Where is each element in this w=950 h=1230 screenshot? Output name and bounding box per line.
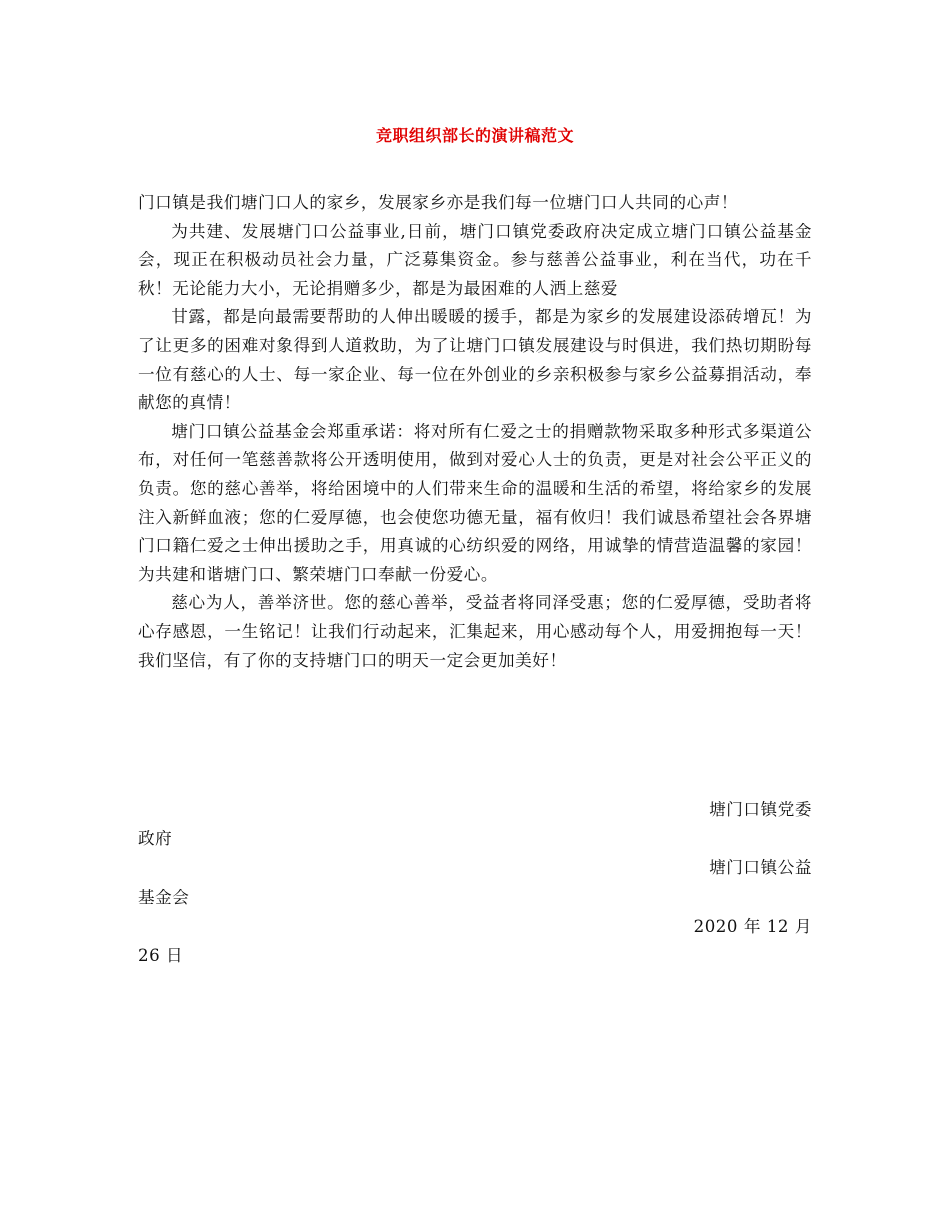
- signature-org1-line2: 政府: [138, 829, 173, 849]
- signature-date-line1: 2020 年 12 月: [693, 916, 812, 936]
- signature-block: [138, 795, 812, 970]
- signature-org2-line1: 塘门口镇公益: [709, 858, 812, 878]
- paragraph-opening: 门口镇是我们塘门口人的家乡，发展家乡亦是我们每一位塘门口人共同的心声！: [138, 193, 739, 212]
- document-body: [138, 189, 812, 675]
- paragraph-appeal: 甘露，都是向最需要帮助的人伸出暖暖的援手，都是为家乡的发展建设添砖增瓦！为了让更多的困难对象得到人道救助，为了让塘门口镇发展建设与时俱进，我们热切期盼每一位有慈心的人士、每一家企业、每一位在外创业的乡亲积极参与家乡公益募捐活动，奉献您的真情！: [138, 307, 812, 413]
- signature-org1-line1: 塘门口镇党委: [709, 800, 812, 819]
- signature-org2-line2: 基金会: [138, 887, 190, 907]
- paragraph-closing: 慈心为人，善举济世。您的慈心善举，受益者将同泽受惠；您的仁爱厚德，受助者将心存感恩，一生铭记！让我们行动起来，汇集起来，用心感动每个人，用爱拥抱每一天！我们坚信，有了你的支持塘门口的明天一定会更加美好！: [138, 593, 812, 670]
- paragraph-foundation: 为共建、发展塘门口公益事业,日前，塘门口镇党委政府决定成立塘门口镇公益基金会，现正在积极动员社会力量，广泛募集资金。参与慈善公益事业，利在当代，功在千秋！无论能力大小，无论捐赠多少，都是为最困难的人洒上慈爱: [138, 221, 812, 298]
- paragraph-commitment: 塘门口镇公益基金会郑重承诺：将对所有仁爱之士的捐赠款物采取多种形式多渠道公布，对任何一笔慈善款将公开透明使用，做到对爱心人士的负责，更是对社会公平正义的负责。您的慈心善举，将给困境中的人们带来生命的温暖和生活的希望，将给家乡的发展注入新鲜血液；您的仁爱厚德，也会使您功德无量，福有攸归！我们诚恳希望社会各界塘门口籍仁爱之士伸出援助之手，用真诚的心纺织爱的网络，用诚挚的情营造温馨的家园！为共建和谐塘门口、繁荣塘门口奉献一份爱心。: [138, 421, 812, 584]
- document-title: 竞职组织部长的演讲稿范文: [375, 126, 574, 145]
- signature-date-line2: 26 日: [138, 946, 184, 966]
